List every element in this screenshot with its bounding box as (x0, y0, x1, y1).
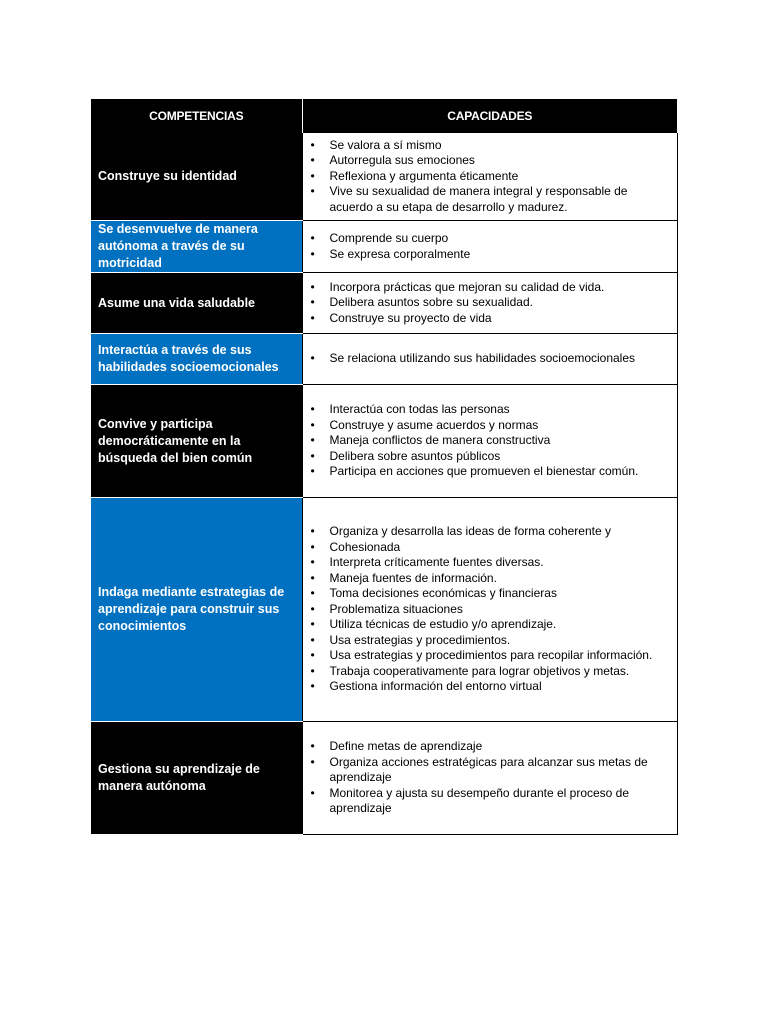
table-row (91, 722, 677, 835)
list-item: • Monitorea y ajusta su desempeño durante el proceso de aprendizaje (330, 786, 667, 817)
list-item: • Define metas de aprendizaje (330, 739, 667, 755)
list-item: • Delibera asuntos sobre su sexualidad. (330, 295, 667, 311)
capacidades-list (303, 739, 667, 817)
capacidades-list (303, 138, 667, 216)
competencia-cell: Construye su identidad (91, 133, 302, 221)
list-item: • Toma decisiones económicas y financieras (330, 586, 667, 602)
list-item: • Construye y asume acuerdos y normas (330, 418, 667, 434)
list-item: • Usa estrategias y procedimientos. (330, 633, 667, 649)
list-item: • Cohesionada (330, 540, 667, 556)
list-item: • Usa estrategias y procedimientos para recopilar información. (330, 648, 667, 664)
list-item: • Delibera sobre asuntos públicos (330, 449, 667, 465)
capacidades-list (303, 280, 667, 327)
capacidades-list (303, 524, 667, 695)
capacidades-list (303, 402, 667, 480)
list-item: • Organiza y desarrolla las ideas de forma coherente y (330, 524, 667, 540)
header-capacidades: CAPACIDADES (302, 99, 677, 133)
list-item: • Vive su sexualidad de manera integral y responsable de acuerdo a su etapa de desarrollo y madurez. (330, 184, 667, 215)
capacidades-list (303, 231, 667, 262)
list-item: • Utiliza técnicas de estudio y/o aprendizaje. (330, 617, 667, 633)
list-item: • Trabaja cooperativamente para lograr objetivos y metas. (330, 664, 667, 680)
table-row (91, 221, 677, 273)
competencia-cell: Indaga mediante estrategias de aprendizaje para construir sus conocimientos (91, 498, 302, 722)
table-row (91, 385, 677, 498)
list-item: • Interpreta críticamente fuentes diversas. (330, 555, 667, 571)
capacidades-cell (302, 498, 677, 722)
list-item: • Participa en acciones que promueven el bienestar común. (330, 464, 667, 480)
list-item: • Comprende su cuerpo (330, 231, 667, 247)
competencia-cell: Asume una vida saludable (91, 273, 302, 334)
capacidades-cell (302, 334, 677, 385)
table-row (91, 273, 677, 334)
list-item: • Se relaciona utilizando sus habilidades socioemocionales (330, 351, 667, 367)
list-item: • Maneja conflictos de manera constructiva (330, 433, 667, 449)
list-item: • Autorregula sus emociones (330, 153, 667, 169)
capacidades-cell (302, 221, 677, 273)
competencia-cell: Se desenvuelve de manera autónoma a través de su motricidad (91, 221, 302, 273)
capacidades-list (303, 351, 667, 367)
list-item: • Interactúa con todas las personas (330, 402, 667, 418)
competencias-table (91, 99, 678, 835)
list-item: • Se expresa corporalmente (330, 247, 667, 263)
capacidades-cell (302, 722, 677, 835)
list-item: • Organiza acciones estratégicas para alcanzar sus metas de aprendizaje (330, 755, 667, 786)
capacidades-cell (302, 385, 677, 498)
table-row (91, 498, 677, 722)
capacidades-cell (302, 273, 677, 334)
list-item: • Reflexiona y argumenta éticamente (330, 169, 667, 185)
list-item: • Incorpora prácticas que mejoran su calidad de vida. (330, 280, 667, 296)
table-row (91, 133, 677, 221)
competencia-cell: Gestiona su aprendizaje de manera autónoma (91, 722, 302, 835)
capacidades-cell (302, 133, 677, 221)
list-item: • Problematiza situaciones (330, 602, 667, 618)
competencia-cell: Interactúa a través de sus habilidades socioemocionales (91, 334, 302, 385)
header-row (91, 99, 677, 133)
list-item: • Gestiona información del entorno virtual (330, 679, 667, 695)
header-competencias: COMPETENCIAS (91, 99, 302, 133)
list-item: • Maneja fuentes de información. (330, 571, 667, 587)
list-item: • Construye su proyecto de vida (330, 311, 667, 327)
competencia-cell: Convive y participa democráticamente en la búsqueda del bien común (91, 385, 302, 498)
table-row (91, 334, 677, 385)
list-item: • Se valora a sí mismo (330, 138, 667, 154)
